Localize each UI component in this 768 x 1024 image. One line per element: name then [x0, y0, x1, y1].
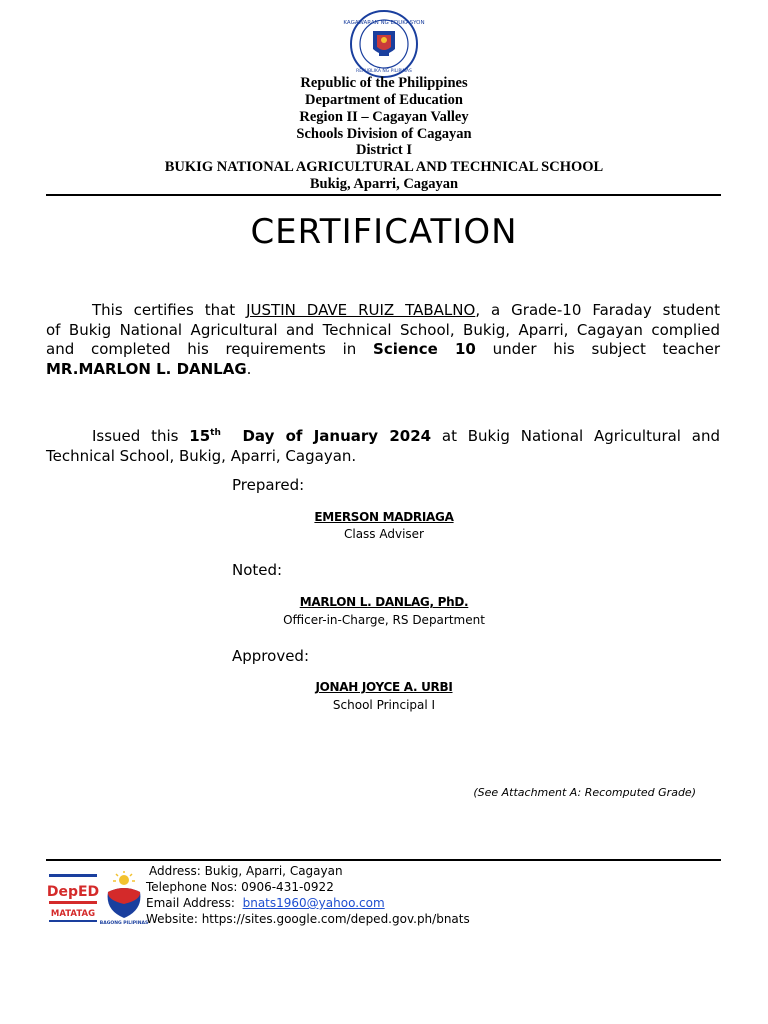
- prepared-label: Prepared:: [232, 476, 305, 494]
- deped-matatag-logo: [48, 872, 98, 926]
- teacher-name: MR.MARLON L. DANLAG: [46, 359, 247, 378]
- prepared-signatory-name: EMERSON MADRIAGA: [314, 510, 454, 524]
- noted-label: Noted:: [232, 561, 283, 579]
- header-district: District I: [356, 142, 412, 158]
- issued-paragraph: [46, 424, 720, 466]
- header-republic: Republic of the Philippines: [300, 75, 468, 91]
- header-divider: [46, 194, 721, 196]
- matatag-logo-text: MATATAG: [50, 909, 96, 919]
- footer-website[interactable]: Website: https://sites.google.com/deped.gov.ph/bnats: [146, 912, 470, 926]
- header-school-name: BUKIG NATIONAL AGRICULTURAL AND TECHNICAL SCHOOL: [164, 159, 604, 175]
- paragraph1-line1: This certifies that JUSTIN DAVE RUIZ TABALNO, a Grade-10 Faraday student: [92, 301, 720, 319]
- certification-paragraph: [46, 301, 720, 379]
- header-region: Region II – Cagayan Valley: [299, 109, 469, 125]
- issue-day-suffix: th: [210, 428, 221, 438]
- prepared-signatory-position: Class Adviser: [343, 527, 424, 541]
- paragraph1-line4: MR.MARLON L. DANLAG.: [46, 359, 252, 378]
- issue-day: 15: [189, 427, 211, 445]
- header-school-address: Bukig, Aparri, Cagayan: [309, 176, 459, 192]
- seal-text-bottom: REPUBLIKA NG PILIPINAS: [356, 69, 412, 74]
- approved-signatory-name: JONAH JOYCE A. URBI: [315, 680, 453, 694]
- footer-email-row: [146, 895, 470, 911]
- bagong-pilipinas-text: BAGONG PILIPINAS: [99, 921, 149, 926]
- footer-contact: [146, 863, 470, 927]
- approved-signatory-position: School Principal I: [332, 698, 436, 712]
- approved-label: Approved:: [232, 647, 309, 665]
- footer-divider: [46, 859, 721, 861]
- header-department: Department of Education: [305, 92, 463, 108]
- footer-address: Address: Bukig, Aparri, Cagayan: [149, 864, 343, 878]
- bagong-pilipinas-logo: [101, 870, 147, 926]
- deped-logo-text: DepED: [46, 884, 100, 900]
- paragraph1-line2: of Bukig National Agricultural and Technical School, Bukig, Aparri, Cagayan complied: [46, 320, 720, 339]
- noted-signatory-name: MARLON L. DANLAG, PhD.: [299, 595, 469, 609]
- deped-seal-logo: [343, 9, 425, 79]
- footer-telephone: Telephone Nos: 0906-431-0922: [146, 880, 334, 894]
- document-title: CERTIFICATION: [250, 212, 518, 252]
- header-division: Schools Division of Cagayan: [296, 126, 472, 142]
- seal-text-top: KAGAWARAN NG EDUKASYON: [343, 20, 425, 26]
- paragraph1-line3: and completed his requirements in Science 10 under his subject teacher: [46, 340, 721, 358]
- paragraph2-line1: Issued this 15th Day of January 2024 at Bukig National Agricultural and: [92, 427, 720, 445]
- footer-email-link[interactable]: bnats1960@yahoo.com: [242, 896, 385, 910]
- noted-signatory-position: Officer-in-Charge, RS Department: [283, 613, 485, 627]
- attachment-note: (See Attachment A: Recomputed Grade): [473, 786, 696, 799]
- issue-date: Day of January 2024: [242, 427, 432, 445]
- paragraph2-line2: Technical School, Bukig, Aparri, Cagayan.: [46, 446, 357, 465]
- footer-email-label: Email Address:: [146, 896, 235, 910]
- student-name: JUSTIN DAVE RUIZ TABALNO: [246, 301, 476, 319]
- subject-name: Science 10: [373, 340, 476, 358]
